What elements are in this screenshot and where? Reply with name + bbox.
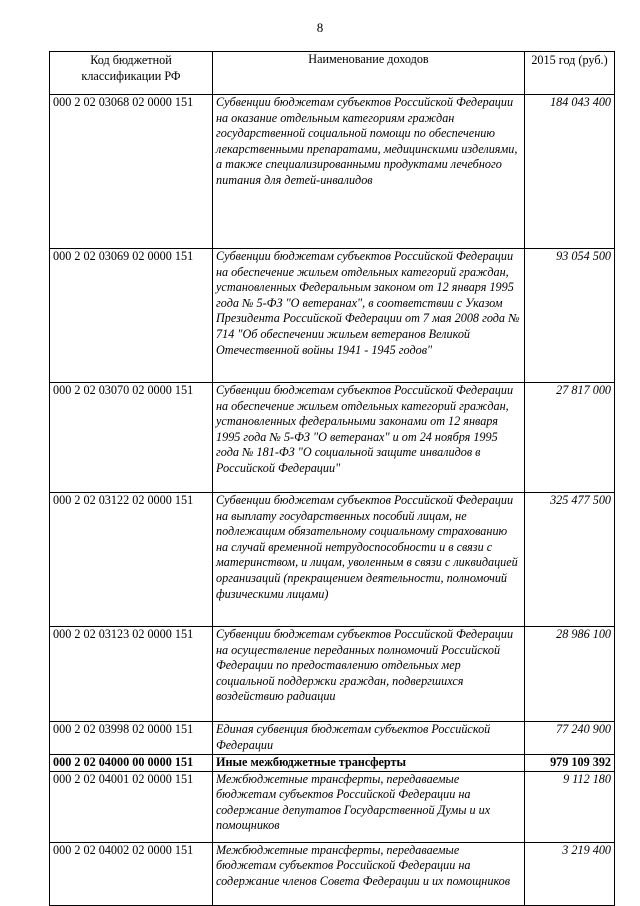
row-amount: 3 219 400 (525, 842, 615, 905)
table-row (50, 842, 615, 905)
table-header-row (50, 52, 615, 95)
row-name: Субвенции бюджетам субъектов Российской Федерации на осуществление переданных полномочий Российской Федерации по предоставлению отдельных мер социальной поддержки граждан, подвергшихся воздействию радиации (213, 627, 525, 722)
table-row (50, 383, 615, 493)
table-row (50, 771, 615, 842)
row-name: Единая субвенция бюджетам субъектов Российской Федерации (213, 722, 525, 755)
header-name: Наименование доходов (213, 52, 525, 95)
table-row (50, 493, 615, 627)
header-code: Код бюджетной классификации РФ (50, 52, 213, 95)
row-name: Субвенции бюджетам субъектов Российской Федерации на выплату государственных пособий лицам, не подлежащим обязательному социальному страхованию на случай временной нетрудоспособности и в связи с материнством, и лицам, уволенным в связи с ликвидацией организаций (прекращением деятельности, полномочий физическими лицами) (213, 493, 525, 627)
table-row (50, 95, 615, 249)
row-amount: 184 043 400 (525, 95, 615, 249)
revenue-table (49, 51, 615, 906)
row-code: 000 2 02 03068 02 0000 151 (50, 95, 213, 249)
row-amount: 9 112 180 (525, 771, 615, 842)
row-code: 000 2 02 03998 02 0000 151 (50, 722, 213, 755)
table-row (50, 249, 615, 383)
row-amount: 979 109 392 (525, 755, 615, 772)
row-code: 000 2 02 04001 02 0000 151 (50, 771, 213, 842)
row-name: Иные межбюджетные трансферты (213, 755, 525, 772)
row-amount: 27 817 000 (525, 383, 615, 493)
row-code: 000 2 02 04002 02 0000 151 (50, 842, 213, 905)
row-name: Межбюджетные трансферты, передаваемые бюджетам субъектов Российской Федерации на содержание членов Совета Федерации и их помощников (213, 842, 525, 905)
row-code: 000 2 02 04000 00 0000 151 (50, 755, 213, 772)
header-amount: 2015 год (руб.) (525, 52, 615, 95)
row-code: 000 2 02 03122 02 0000 151 (50, 493, 213, 627)
row-name: Субвенции бюджетам субъектов Российской Федерации на оказание отдельным категориям граждан государственной социальной помощи по обеспечению лекарственными препаратами, медицинскими изделиями, а также специализированными продуктами лечебного питания для детей-инвалидов (213, 95, 525, 249)
row-amount: 325 477 500 (525, 493, 615, 627)
table-row (50, 627, 615, 722)
page-number: 8 (316, 20, 324, 35)
row-code: 000 2 02 03069 02 0000 151 (50, 249, 213, 383)
row-name: Субвенции бюджетам субъектов Российской Федерации на обеспечение жильем отдельных категорий граждан, установленных федеральными законами от 12 января 1995 года № 5-ФЗ "О ветеранах" и от 24 ноября 1995 года № 181-ФЗ "О социальной защите инвалидов в Российской Федерации" (213, 383, 525, 493)
table-row-total (50, 755, 615, 772)
row-name: Межбюджетные трансферты, передаваемые бюджетам субъектов Российской Федерации на содержание депутатов Государственной Думы и их помощников (213, 771, 525, 842)
row-name: Субвенции бюджетам субъектов Российской Федерации на обеспечение жильем отдельных категорий граждан, установленных Федеральным законом от 12 января 1995 года № 5-ФЗ "О ветеранах", в соответствии с Указом Президента Российской Федерации от 7 мая 2008 года № 714 "Об обеспечении жильем ветеранов Великой Отечественной войны 1941 - 1945 годов" (213, 249, 525, 383)
row-amount: 28 986 100 (525, 627, 615, 722)
row-code: 000 2 02 03123 02 0000 151 (50, 627, 213, 722)
table-row (50, 722, 615, 755)
row-amount: 77 240 900 (525, 722, 615, 755)
row-amount: 93 054 500 (525, 249, 615, 383)
row-code: 000 2 02 03070 02 0000 151 (50, 383, 213, 493)
